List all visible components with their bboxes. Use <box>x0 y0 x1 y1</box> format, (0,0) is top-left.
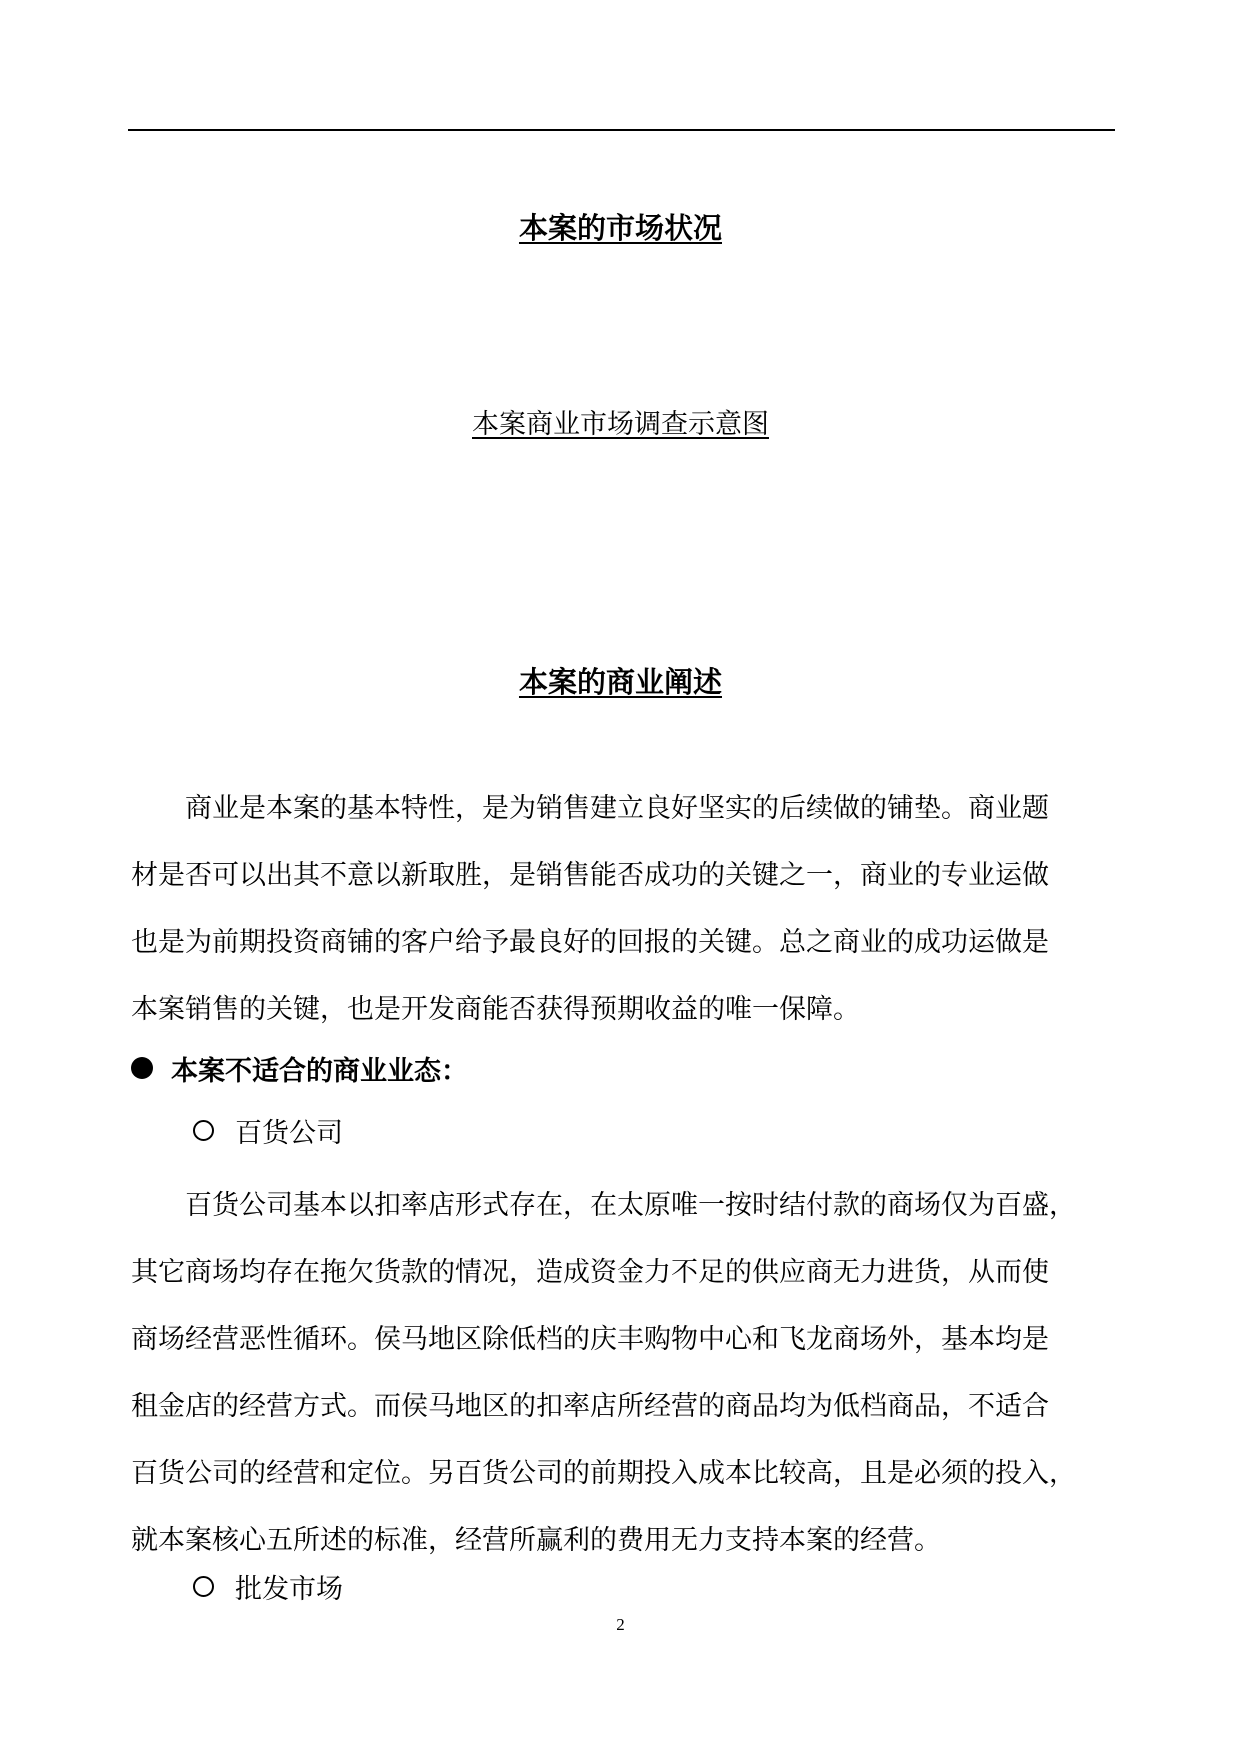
intro-line: 也是为前期投资商铺的客户给予最良好的回报的关键。总之商业的成功运做是 <box>131 927 1049 958</box>
header-rule <box>128 129 1115 131</box>
department-store-line: 百货公司基本以扣率店形式存在，在太原唯一按时结付款的商场仅为百盛， <box>131 1190 1076 1221</box>
wholesale-market-label: 批发市场 <box>235 1573 343 1605</box>
unsuitable-formats-heading <box>131 1048 468 1088</box>
unsuitable-formats-label: 本案不适合的商业业态： <box>171 1055 468 1087</box>
department-store-label: 百货公司 <box>235 1117 343 1149</box>
department-store-item <box>191 1110 343 1150</box>
page-number: 2 <box>616 1615 625 1634</box>
business-statement-heading: 本案的商业阐述 <box>518 665 722 699</box>
intro-line: 材是否可以出其不意以新取胜，是销售能否成功的关键之一，商业的专业运做 <box>131 860 1049 891</box>
wholesale-market-item <box>191 1566 343 1606</box>
intro-line: 商业是本案的基本特性，是为销售建立良好坚实的后续做的铺垫。商业题 <box>131 793 1049 824</box>
circle-bullet-icon <box>193 1576 214 1597</box>
department-store-line: 百货公司的经营和定位。另百货公司的前期投入成本比较高，且是必须的投入， <box>131 1458 1076 1489</box>
department-store-paragraph <box>131 1172 1116 1574</box>
bullet-icon <box>131 1057 153 1079</box>
figure-caption: 本案商业市场调查示意图 <box>472 409 769 440</box>
intro-line: 本案销售的关键，也是开发商能否获得预期收益的唯一保障。 <box>131 994 860 1025</box>
department-store-line: 其它商场均存在拖欠货款的情况，造成资金力不足的供应商无力进货，从而使 <box>131 1257 1049 1288</box>
circle-bullet-icon <box>193 1120 214 1141</box>
department-store-line: 商场经营恶性循环。侯马地区除低档的庆丰购物中心和飞龙商场外，基本均是 <box>131 1324 1049 1355</box>
market-status-heading: 本案的市场状况 <box>518 211 722 245</box>
intro-paragraph <box>131 775 1116 1043</box>
department-store-line: 就本案核心五所述的标准，经营所赢利的费用无力支持本案的经营。 <box>131 1525 941 1556</box>
department-store-line: 租金店的经营方式。而侯马地区的扣率店所经营的商品均为低档商品，不适合 <box>131 1391 1049 1422</box>
